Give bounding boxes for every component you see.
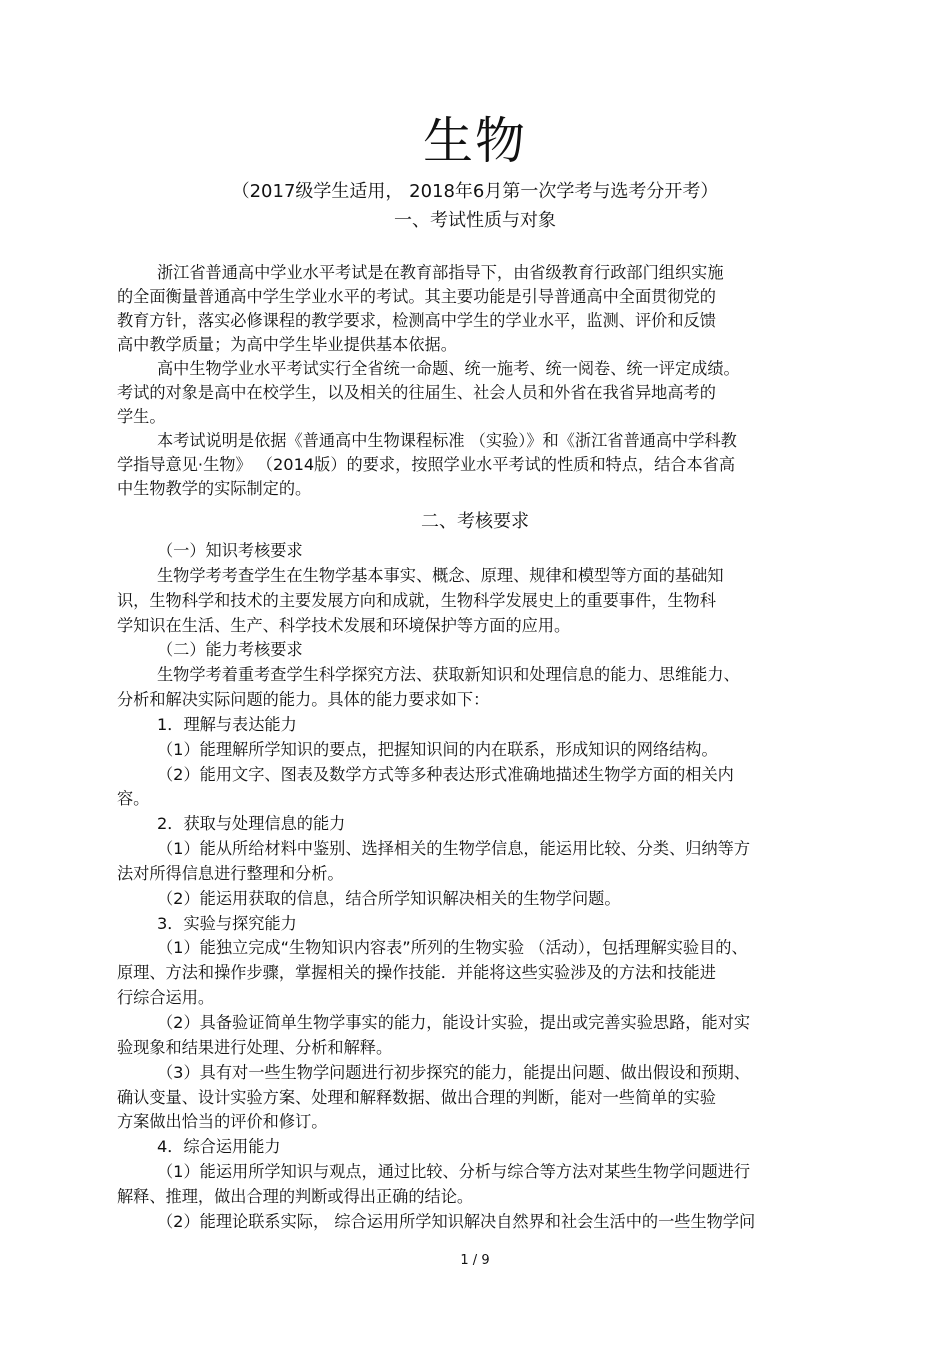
- paragraph-line: （1）能理解所学知识的要点，把握知识间的内在联系，形成知识的网络结构。: [157, 740, 718, 759]
- paragraph-line: （2）具备验证简单生物学事实的能力，能设计实验，提出或完善实验思路，能对实: [157, 1013, 751, 1032]
- paragraph-line: 高中教学质量；为高中学生毕业提供基本依据。: [117, 335, 457, 354]
- paragraph-line: 高中生物学业水平考试实行全省统一命题、统一施考、统一阅卷、统一评定成绩。: [157, 359, 740, 378]
- page-number: 1 / 9: [460, 1253, 490, 1268]
- item-heading: 2．获取与处理信息的能力: [157, 814, 346, 833]
- paragraph-line: 确认变量、设计实验方案、处理和解释数据、做出合理的判断，能对一些简单的实验: [117, 1088, 716, 1107]
- item-heading: 1．理解与表达能力: [157, 715, 297, 734]
- paragraph-line: 分析和解决实际问题的能力。具体的能力要求如下：: [117, 690, 490, 709]
- paragraph-line: 验现象和结果进行处理、分析和解释。: [117, 1038, 393, 1057]
- paragraph-line: （2）能用文字、图表及数学方式等多种表达形式准确地描述生物学方面的相关内: [157, 765, 734, 784]
- paragraph-line: 学生。: [117, 407, 166, 426]
- section-heading-2: 二、考核要求: [421, 511, 529, 532]
- paragraph-line: （2）能运用获取的信息，结合所学知识解决相关的生物学问题。: [157, 889, 621, 908]
- paragraph-line: 识，生物科学和技术的主要发展方向和成就，生物科学发展史上的重要事件，生物科: [117, 591, 716, 610]
- paragraph-line: 法对所得信息进行整理和分析。: [117, 864, 344, 883]
- paragraph-line: 方案做出恰当的评价和修订。: [117, 1112, 328, 1131]
- paragraph-line: 学知识在生活、生产、科学技术发展和环境保护等方面的应用。: [117, 616, 571, 635]
- document-subtitle: （2017级学生适用， 2018年6月第一次学考与选考分开考）: [231, 181, 719, 202]
- subsection-heading: （二）能力考核要求: [157, 640, 303, 659]
- paragraph-line: 本考试说明是依据《普通高中生物课程标准 （实验）》和《浙江省普通高中学科教: [157, 431, 737, 450]
- paragraph-line: 考试的对象是高中在校学生，以及相关的往届生、社会人员和外省在我省异地高考的: [117, 383, 716, 402]
- paragraph-line: 教育方针，落实必修课程的教学要求，检测高中学生的学业水平，监测、评价和反馈: [117, 311, 716, 330]
- paragraph-line: 行综合运用。: [117, 988, 215, 1007]
- paragraph-line: 生物学考着重考查学生科学探究方法、获取新知识和处理信息的能力、思维能力、: [157, 665, 740, 684]
- paragraph-line: （1）能从所给材料中鉴别、选择相关的生物学信息，能运用比较、分类、归纳等方: [157, 839, 751, 858]
- paragraph-line: 生物学考考查学生在生物学基本事实、概念、原理、规律和模型等方面的基础知: [157, 566, 724, 585]
- item-heading: 4．综合运用能力: [157, 1137, 281, 1156]
- paragraph-line: 解释、推理，做出合理的判断或得出正确的结论。: [117, 1187, 474, 1206]
- subsection-heading: （一）知识考核要求: [157, 541, 303, 560]
- paragraph-line: 浙江省普通高中学业水平考试是在教育部指导下，由省级教育行政部门组织实施: [157, 263, 724, 282]
- document-title: 生物: [423, 112, 527, 170]
- paragraph-line: 中生物教学的实际制定的。: [117, 479, 312, 498]
- paragraph-line: （2）能理论联系实际， 综合运用所学知识解决自然界和社会生活中的一些生物学问: [157, 1212, 756, 1231]
- paragraph-line: （1）能独立完成“生物知识内容表”所列的生物实验 （活动），包括理解实验目的、: [157, 938, 748, 957]
- paragraph-line: 的全面衡量普通高中学生学业水平的考试。其主要功能是引导普通高中全面贯彻党的: [117, 287, 716, 306]
- paragraph-line: （1）能运用所学知识与观点，通过比较、分析与综合等方法对某些生物学问题进行: [157, 1162, 751, 1181]
- item-heading: 3．实验与探究能力: [157, 914, 297, 933]
- section-heading-1: 一、考试性质与对象: [394, 210, 556, 231]
- paragraph-line: 原理、方法和操作步骤，掌握相关的操作技能．并能将这些实验涉及的方法和技能进: [117, 963, 716, 982]
- paragraph-line: 容。: [117, 789, 150, 808]
- paragraph-line: 学指导意见·生物》 （2014版）的要求，按照学业水平考试的性质和特点，结合本省高: [117, 455, 736, 474]
- paragraph-line: （3）具有对一些生物学问题进行初步探究的能力，能提出问题、做出假设和预期、: [157, 1063, 751, 1082]
